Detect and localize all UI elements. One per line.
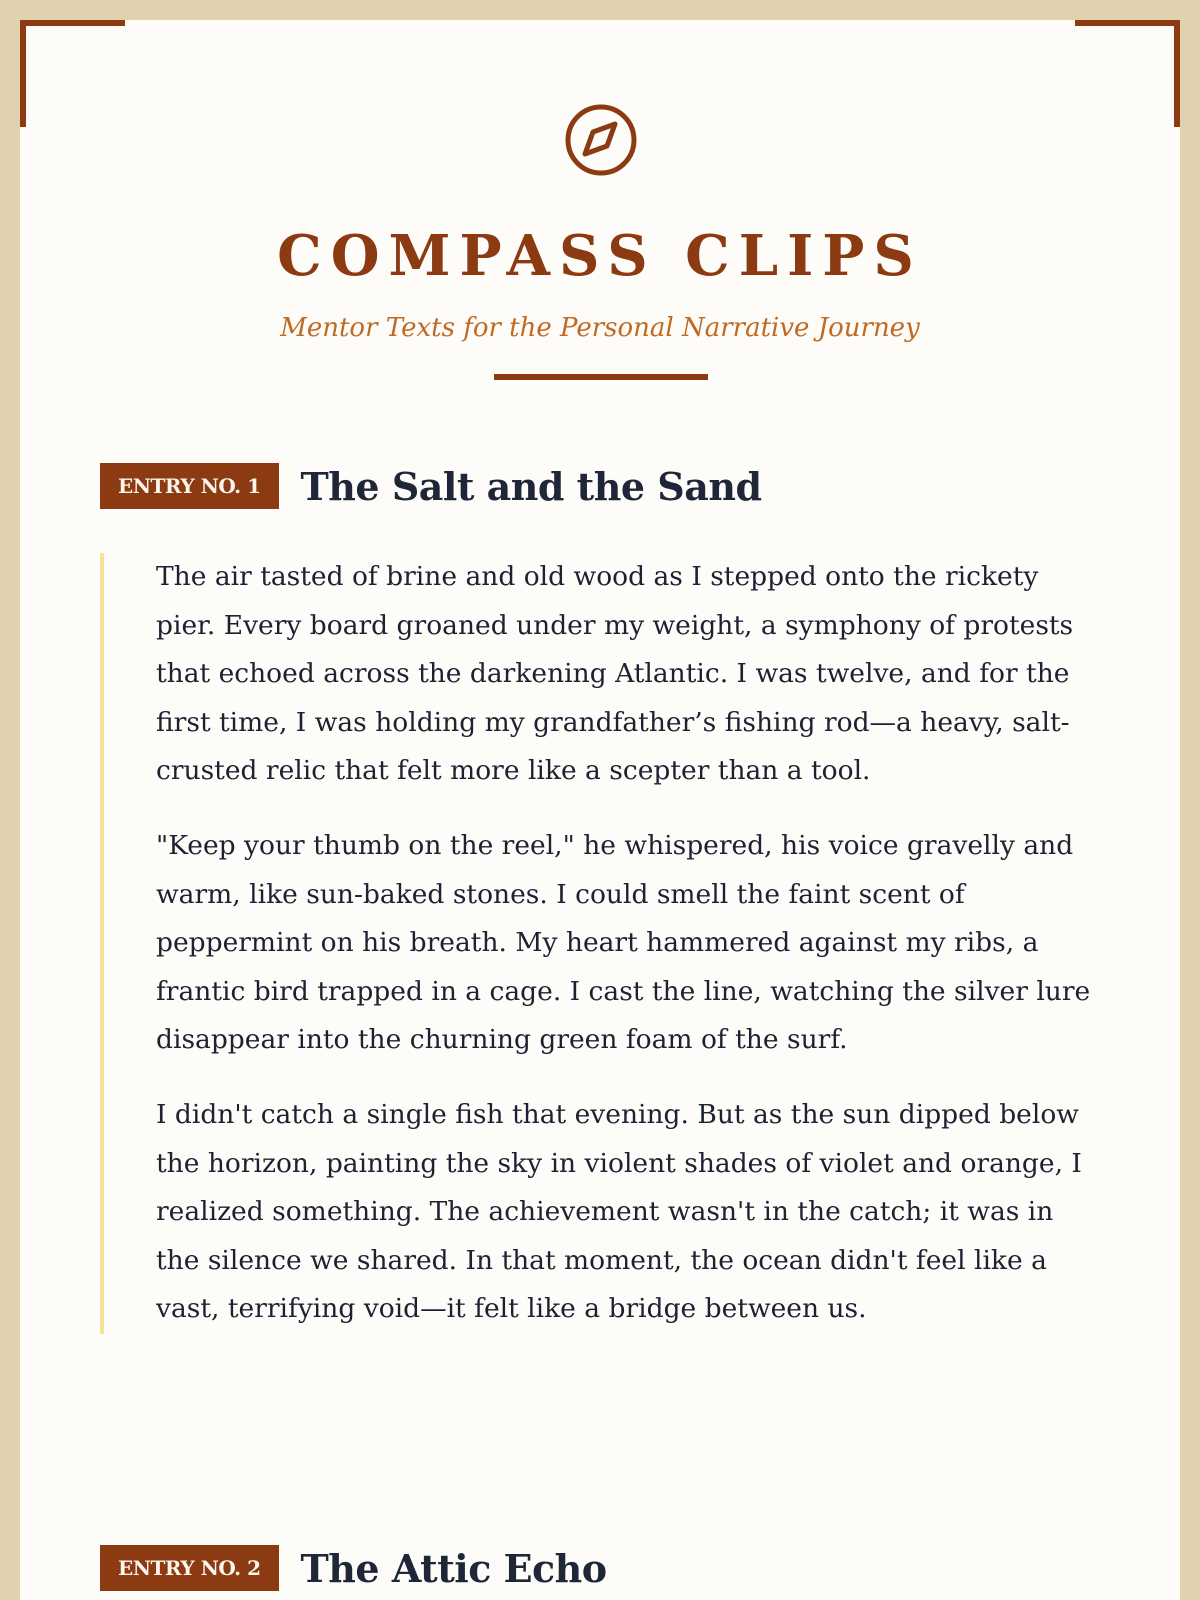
entry-excerpt [100, 553, 1104, 1334]
page-subtitle: Mentor Texts for the Personal Narrative Journey [280, 313, 920, 343]
excerpt-paragraph: "Keep your thumb on the reel," he whispered, his voice gravelly and warm, like sun-baked stones. I could smell the faint scent of peppermint on his breath. My heart hammered against my ribs, a frantic bird trapped in a cage. I cast the line, watching the silver lure disappear into the churning green foam of the surf. [156, 829, 1091, 1056]
header-divider [494, 374, 708, 380]
page-title: COMPASS CLIPS [277, 223, 923, 289]
entry-header [100, 1545, 607, 1591]
entry-title: The Salt and the Sand [300, 463, 762, 509]
compass-icon [563, 102, 639, 178]
entry-header [100, 463, 762, 509]
entry-badge: ENTRY NO. 1 [100, 463, 279, 509]
corner-ornament-right [1075, 20, 1180, 127]
excerpt-paragraph: The air tasted of brine and old wood as I stepped onto the rickety pier. Every board groaned under my weight, a symphony of protests that echoed across the darkening Atlantic. I was twelve, and for the first time, I was holding my grandfather’s fishing rod—a heavy, salt-crusted relic that felt more like a scepter than a tool. [156, 561, 1074, 787]
entry-badge: ENTRY NO. 2 [100, 1545, 279, 1591]
excerpt-paragraph: I didn't catch a single fish that evening. But as the sun dipped below the horizon, painting the sky in violent shades of violet and orange, I realized something. The achievement wasn't in the catch; it was in the silence we shared. In that moment, the ocean didn't feel like a vast, terrifying void—it felt like a bridge between us. [156, 1098, 1082, 1325]
corner-ornament-left [20, 20, 125, 127]
entry-title: The Attic Echo [300, 1545, 607, 1591]
page [20, 20, 1180, 1600]
